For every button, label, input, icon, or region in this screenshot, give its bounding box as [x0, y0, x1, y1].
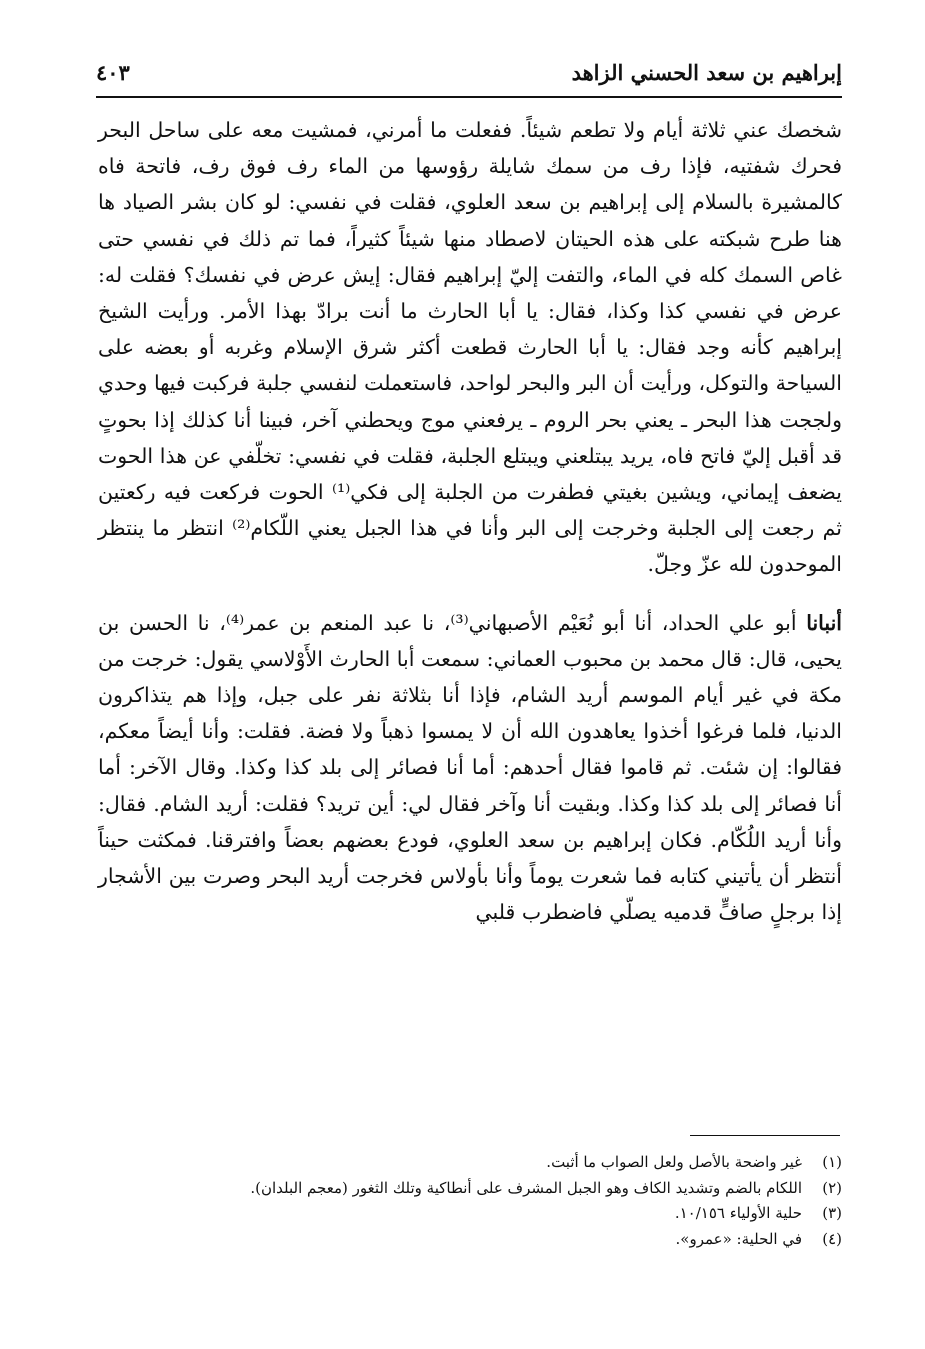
footnotes	[98, 1150, 842, 1252]
page-number: ٤٠٣	[96, 60, 130, 85]
footnote-number: (١)	[822, 1153, 842, 1171]
paragraph-1: شخصك عني ثلاثة أيام ولا تطعم شيئاً. ففعلت ما أمرني، فمشيت معه على ساحل البحر فحرك شفتيه، فإذا رف من سمك شايلة رؤوسها من الماء رف فوق رف، فاتحة فاه كالمشيرة بالسلام إلى إبراهيم بن سعد العلوي، فقلت في نفسي: لو كان بشر الصياد ها هنا طرح شبكته على هذه الحيتان لاصطاد منها شيئاً كثيراً، فما تم ذلك في نفسي حتى غاص السمك كله في الماء، والتفت إليّ إبراهيم فقال: إيش عرض في نفسك؟ فقلت له: عرض في نفسي كذا وكذا، فقال: يا أبا الحارث ما أنت برادّ بهذا الأمر. ورأيت الشيخ إبراهيم كأنه وجد فقال: يا أبا الحارث قطعت أكثر شرق الإسلام وغربه أو بعضه على السياحة والتوكل، ورأيت أن البر والبحر لواحد، فاستعملت لنفسي جلبة فركبت فيها وحدي ولججت هذا البحر ـ يعني بحر الروم ـ يرفعني موج ويحطني آخر، فبينا أنا كذلك إذا بحوتٍ قد أقبل إليّ فاتح فاه، يريد يبتلعني ويبتلع الجلبة، فقلت في نفسي: تخلّفي عن هذا الحوت يضعف إيماني، ويشين بغيتي فطفرت من الجلبة إلى فكي⁽¹⁾ الحوت فركعت فيه ركعتين ثم رجعت إلى الجلبة وخرجت إلى البر وأنا في هذا الجبل يعني اللّكام⁽²⁾ انتظر ما ينتظر الموحدون لله عزّ وجلّ.	[98, 118, 842, 577]
footnote-item	[98, 1150, 842, 1176]
running-header	[96, 60, 842, 94]
header-title: إبراهيم بن سعد الحسني الزاهد	[571, 60, 842, 85]
footnote-number: (٤)	[822, 1229, 842, 1248]
footnote-item	[98, 1227, 842, 1253]
footnote-divider	[690, 1135, 840, 1136]
footnote-number: (٣)	[822, 1204, 842, 1222]
footnote-text: اللكام بالضم وتشديد الكاف وهو الجبل المشرف على أنطاكية وتلك الثغور (معجم البلدان).	[250, 1178, 802, 1197]
footnote-text: غير واضحة بالأصل ولعل الصواب ما أثبت.	[546, 1153, 802, 1171]
paragraph-2-text: أبو علي الحداد، أنا أبو نُعَيْم الأصبهاني⁽³⁾، نا عبد المنعم بن عمر⁽⁴⁾، نا الحسن بن يحيى، قال: قال محمد بن محبوب العماني: سمعت أبا الحارث الأَوْلاسي يقول: خرجت من مكة في غير أيام الموسم أريد الشام، فإذا أنا بثلاثة نفر على جبل، وإذا هم يتذاكرون الدنيا، فلما فرغوا أخذوا يعاهدون الله أن لا يمسوا ذهباً ولا فضة. فقلت: وأنا أيضاً معكم، فقالوا: إن شئت. ثم قاموا فقال أحدهم: أما أنا فصائر إلى بلد كذا وكذا. وقال الآخر: أما أنا فصائر إلى بلد كذا وكذا. وبقيت أنا وآخر فقال لي: أين تريد؟ فقلت: أريد الشام. فقال: وأنا أريد اللُكّام. فكان إبراهيم بن سعد العلوي، فودع بعضهم بعضاً وافترقنا. فمكثت حيناً أنتظر أن يأتيني كتابه فما شعرت يوماً وأنا بأولاس فخرجت أريد البحر وصرت بين الأشجار إذا برجلٍ صافٍّ قدميه يصلّي فاضطرب قلبي	[98, 610, 842, 925]
header-divider	[96, 96, 842, 98]
footnote-number: (٢)	[822, 1178, 842, 1197]
main-text	[98, 112, 842, 930]
footnote-text: في الحلية: «عمرو».	[675, 1229, 802, 1248]
footnote-text: حلية الأولياء ١٠/١٥٦.	[674, 1204, 802, 1222]
footnote-item	[98, 1201, 842, 1227]
footnote-item	[98, 1176, 842, 1202]
paragraph-2	[98, 605, 842, 931]
paragraph-2-lead: أنبانا	[806, 610, 843, 635]
